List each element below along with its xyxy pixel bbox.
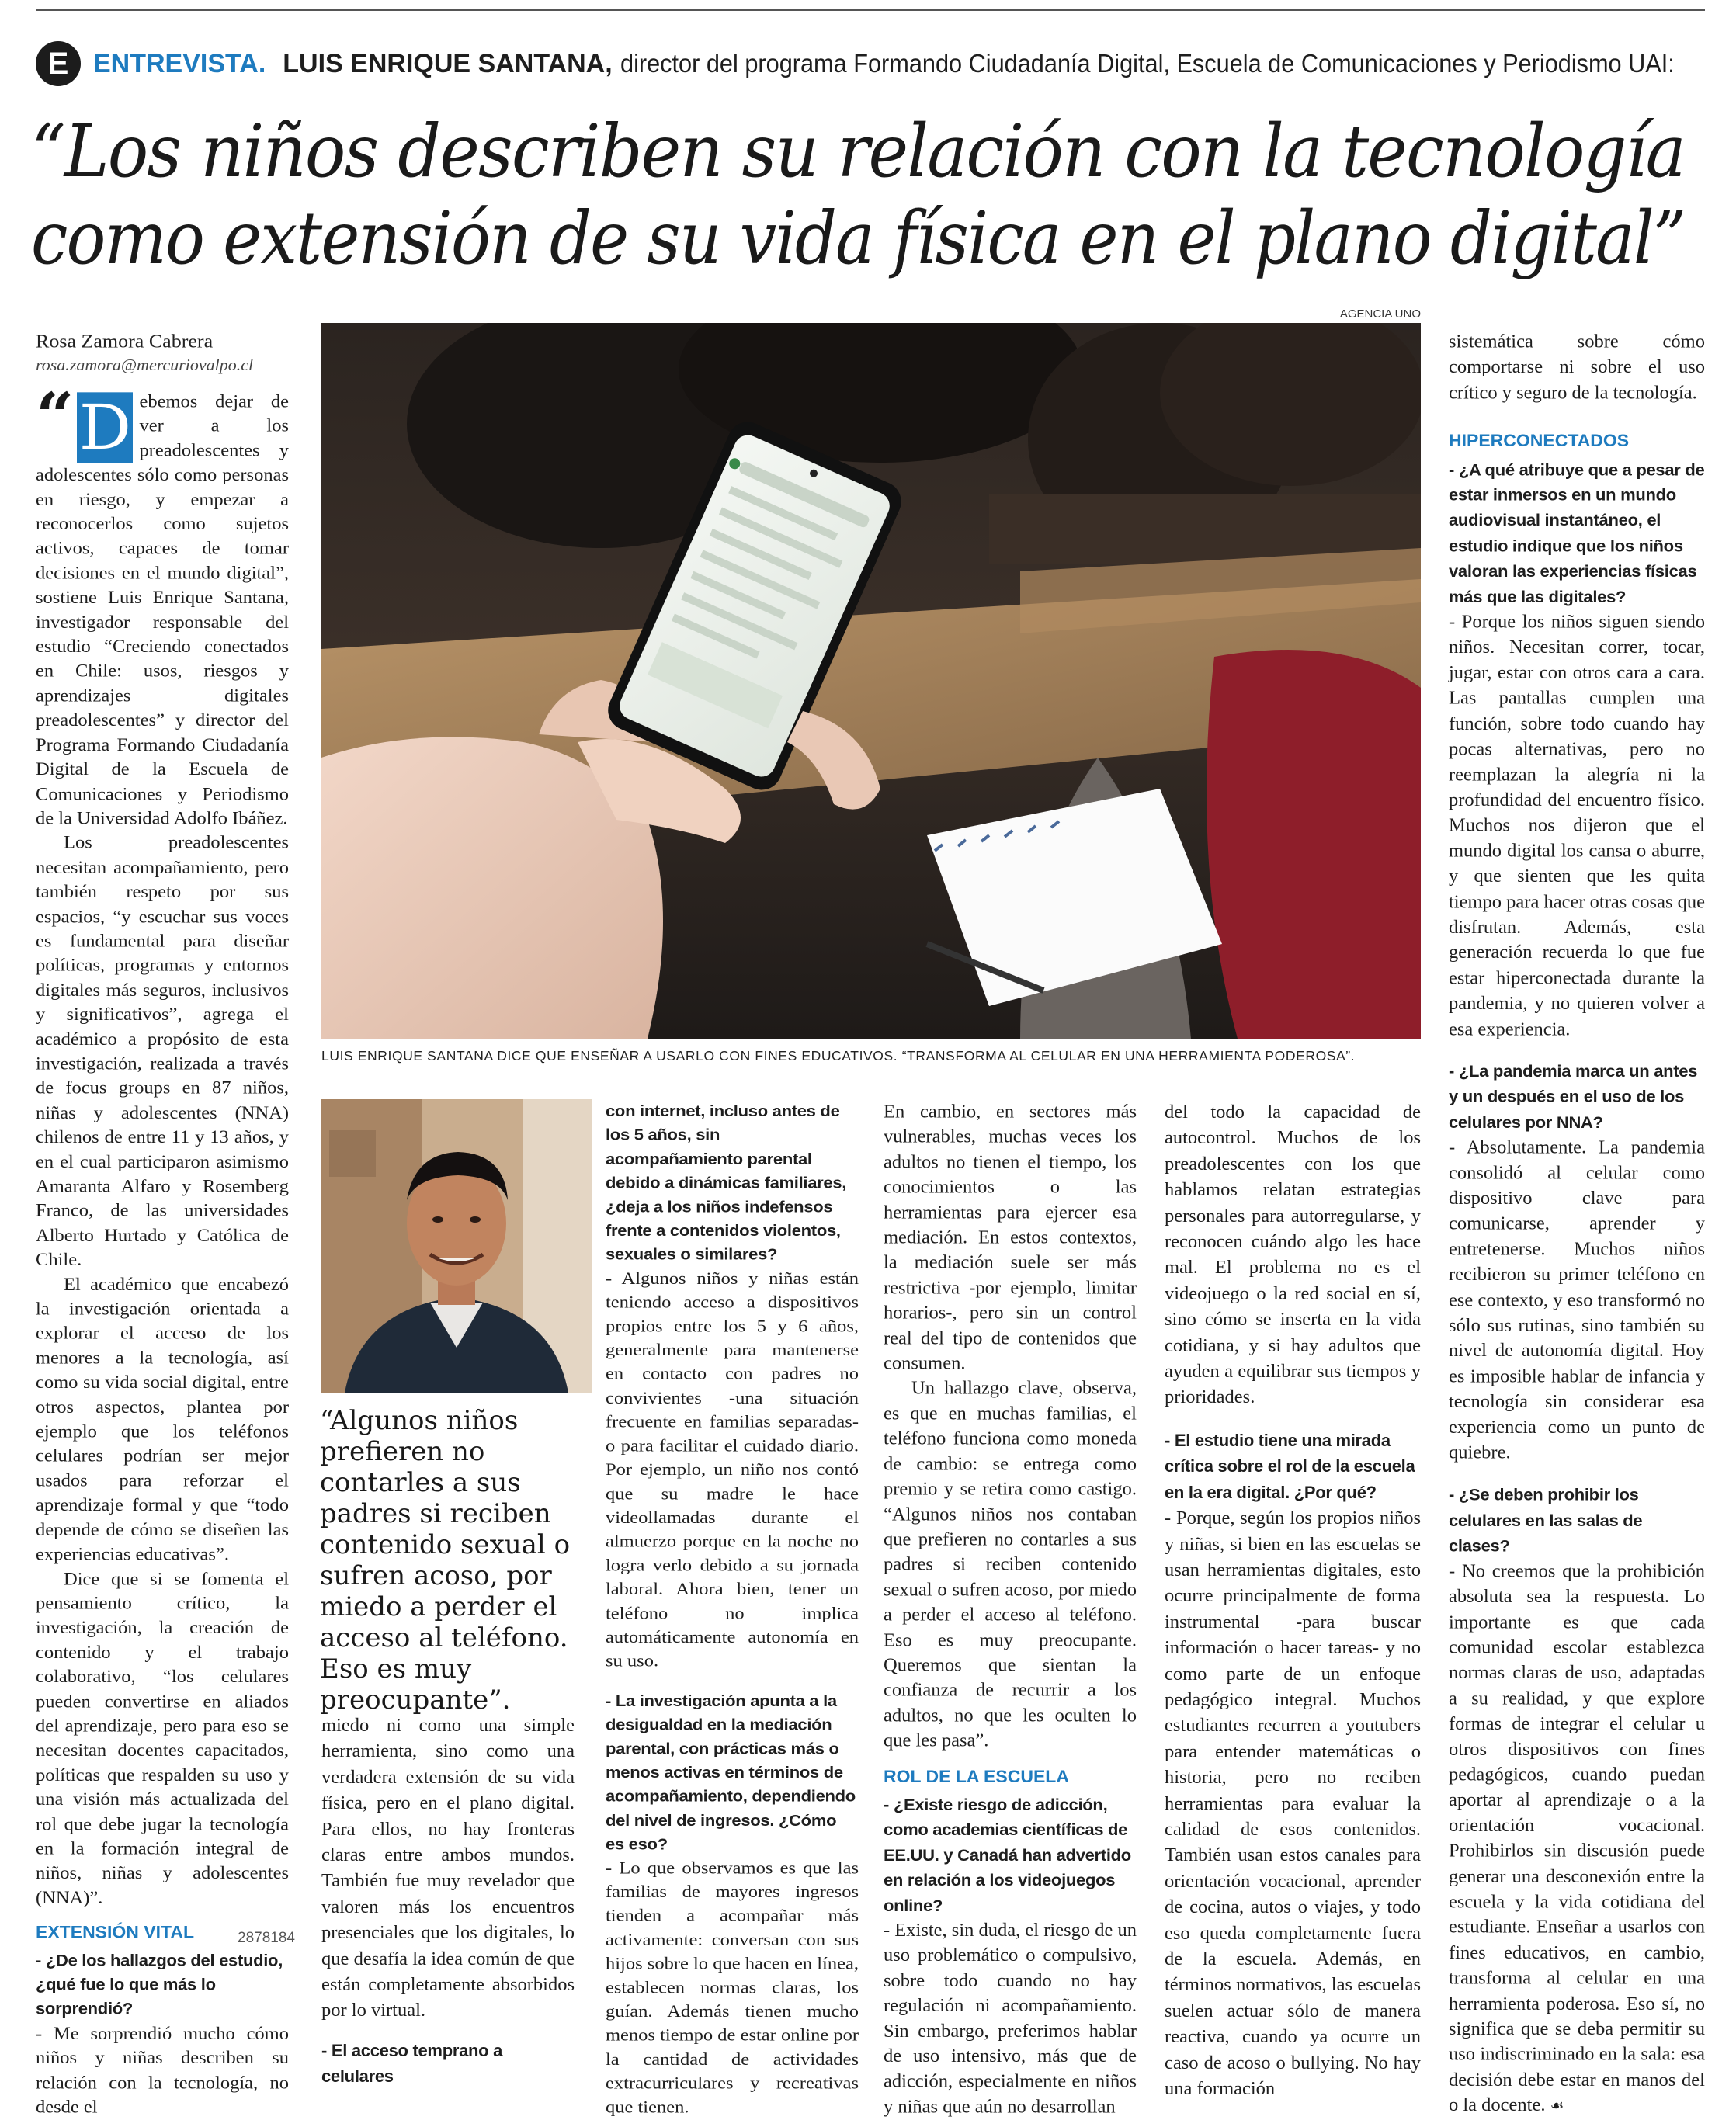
- column-3: [606, 1099, 859, 2119]
- question: - ¿Se deben prohibir los celulares en las salas de clases?: [1449, 1485, 1643, 1556]
- headline-line-1: “Los niños describen su relación con la tecnología: [31, 109, 1685, 194]
- question: con internet, incluso antes de los 5 años, sin acompañamiento parental debido a dinámicas familiares, ¿deja a los niños indefensos frente a contenidos violentos, sexuales o similares?: [606, 1102, 847, 1264]
- question: - La investigación apunta a la desigualdad en la mediación parental, con prácticas más o menos activas en términos de acompañamiento, dependiendo del nivel de ingresos. ¿Cómo es eso?: [606, 1692, 856, 1854]
- question: - El acceso temprano a celulares: [321, 2040, 503, 2087]
- headline: [31, 109, 1716, 283]
- lead-text: ebemos dejar de ver a los preadolescentes y adolescentes sólo como personas en riesgo, y empezar a reconocerlos como sujetos activos, capaces de tomar decisiones en el mundo digital”, sostiene Luis Enrique Santana, investigador responsable del estudio “Creciendo conectados en Chile: usos, riesgos y aprendizajes digitales preadolescentes” y director del Programa Formando Ciudadanía Digital de la Escuela de Comunicaciones y Periodismo de la Universidad Adolfo Ibáñez.: [36, 391, 289, 829]
- answer: - Absolutamente. La pandemia consolidó al celular como dispositivo clave para comunicarse, aprender y entretenerse. Muchos niños recibieron su primer teléfono en ese contexto, y eso transformó no sólo sus rutinas, sino también su nivel de autonomía digital. Hoy es imposible hablar de infancia y tecnología sin considerar esa experiencia como un punto de quiebre.: [1449, 1136, 1705, 1463]
- paragraph: El académico que encabezó la investigación orientada a explorar el acceso de los menores a la tecnología, así como su vida social digital, entre otros aspectos, plantea por ejemplo que los teléfonos celulares podrían ser mejor usados para reforzar el aprendizaje formal y que “todo depende de cómo se diseñen las experiencias educativas”.: [36, 1274, 289, 1565]
- interviewee-portrait: [321, 1099, 592, 1393]
- paragraph: Los preadolescentes necesitan acompañamiento, pero también respeto por sus espacios, “y escuchar sus voces es fundamental para diseñar políticas, programas y entornos digitales más seguros, inclusivos y significativos”, agrega el académico a propósito de esta investigación, realizada a través de focus groups en 87 niños, niñas y adolescentes (NNA) chilenos de entre 11 y 13 años, y en el cual participaron asimismo Amaranta Alfaro y Rosemberg Franco, de las universidades Alberto Hurtado y Católica de Chile.: [36, 833, 289, 1270]
- section-label: ENTREVISTA.: [93, 48, 266, 78]
- question: - ¿Existe riesgo de adicción, como academias científicas de EE.UU. y Canadá han advertido en relación a los videojuegos online?: [884, 1795, 1131, 1915]
- answer-text: - No creemos que la prohibición absoluta sea la respuesta. Lo importante es que cada comunidad escolar establezca normas claras de uso, adaptadas a su realidad, y que explore formas de integrar el celular u otros dispositivos con fines pedagógicos, cuando puedan aportar al aprendizaje o a la orientación vocacional. Prohibirlos sin discusión puede generar una desconexión entre la escuela y la vida cotidiana del estudiante. Enseñar a usarlos con fines educativos, en cambio, transforma al celular en una herramienta poderosa. Eso sí, no significa que se deba permitir su uso indiscriminado en la sala: esa decisión debe estar en manos del o la docente.: [1449, 1560, 1705, 2116]
- answer: - Porque, según los propios niños y niñas, si bien en las escuelas se usan herramientas digitales, esto ocurre principalmente de forma instrumental -para buscar información o hacer tareas- y no como parte de un enfoque pedagógico integral. Muchos estudiantes recurren a youtubers para entender matemáticas o historia, pero no reciben herramientas para evaluar la calidad de esos contenidos. También usan estos canales para orientación vocacional, aprender de cocina, autos o viajes, y todo eso queda completamente fuera de la escuela. Además, en términos normativos, las escuelas suelen actuar sólo de manera reactiva, cuando ya ocurre un caso de acoso o bullying. No hay una formación: [1165, 1508, 1421, 2100]
- column-6: [1449, 329, 1705, 2119]
- paragraph: Un hallazgo clave, observa, es que en muchas familias, el teléfono funciona como moneda de cambio: se entrega como premio y se retira como castigo. “Algunos niños nos contaban que prefieren no contarles a sus padres si reciben contenido sexual o sufren acoso, por miedo a perder el acceso al teléfono. Eso es muy preocupante. Queremos que sientan la confianza de recurrir a los adultos, no que les oculten lo que les pasa”.: [884, 1378, 1137, 1751]
- answer: - Existe, sin duda, el riesgo de un uso problemático o compulsivo, sobre todo cuando no hay regulación ni acompañamiento. Sin embargo, preferimos hablar de uso intensivo, más que de adicción, especialmente en niños y niñas que aún no desarrollan: [884, 1920, 1137, 2117]
- question: - ¿De los hallazgos del estudio, ¿qué fue lo que más lo sorprendió?: [36, 1951, 283, 2018]
- lead-paragraph: [36, 379, 289, 831]
- column-4: [884, 1099, 1137, 2119]
- headline-line-2: como extensión de su vida física en el plano digital”: [31, 196, 1686, 281]
- photo-credit: AGENCIA UNO: [1339, 307, 1421, 321]
- phone-in-classroom-illustration: [321, 323, 1421, 1039]
- drop-cap: D: [77, 392, 133, 463]
- photo-caption: LUIS ENRIQUE SANTANA DICE QUE ENSEÑAR A USARLO CON FINES EDUCATIVOS. “TRANSFORMA AL CELULAR EN UNA HERRAMIENTA PODEROSA”.: [321, 1048, 1356, 1064]
- column-2: [321, 1712, 575, 2090]
- answer: - Algunos niños y niñas están teniendo acceso a dispositivos propios entre los 5 y 6 años, generalmente para mantenerse en contacto con padres no convivientes -una situación frecuente en familias separadas- o para facilitar el cuidado diario. Por ejemplo, un niño nos contó que su madre le hace videollamadas durante el almuerzo porque en la noche no logra verlo debido a su jornada laboral. Ahora bien, tener un teléfono no implica automáticamente autonomía en su uso.: [606, 1268, 859, 1671]
- paragraph: En cambio, en sectores más vulnerables, muchas veces los adultos no tienen el tiempo, los conocimientos o las herramientas para ejercer esa mediación. En estos contextos, la mediación suele ser más restrictiva -por ejemplo, limitar horarios-, pero sin un control real del tipo de contenidos que consumen.: [884, 1101, 1137, 1374]
- section-heading: ROL DE LA ESCUELA: [884, 1766, 1069, 1786]
- paragraph: sistemática sobre cómo comportarse ni sobre el uso crítico y seguro de la tecnología.: [1449, 331, 1705, 403]
- author-name: Rosa Zamora Cabrera: [36, 330, 214, 352]
- answer: [1449, 1559, 1705, 2119]
- author-email: rosa.zamora@mercuriovalpo.cl: [36, 356, 254, 374]
- kicker: [36, 40, 1736, 87]
- section-heading: HIPERCONECTADOS: [1449, 430, 1630, 451]
- interviewee-description: director del programa Formando Ciudadanía Digital, Escuela de Comunicaciones y Periodismo UAI:: [620, 49, 1675, 78]
- interviewee-name: LUIS ENRIQUE SANTANA,: [283, 48, 613, 78]
- answer: - Porque los niños siguen siendo niños. Necesitan correr, tocar, jugar, estar con otros cara a cara. Las pantallas cumplen una función, sobre todo cuando hay pocas alternativas, pero no reemplazan la alegría ni la profundidad del encuentro físico. Muchos nos dijeron que el mundo digital los cansa o aburre, y que sienten que les quita tiempo para hacer otras cosas que disfrutan. Además, esta generación recuerda lo que fue estar hiperconectada durante la pandemia, y no quieren volver a esa experiencia.: [1449, 611, 1705, 1039]
- opening-quote-mark: “: [36, 379, 75, 453]
- paragraph: del todo la capacidad de autocontrol. Muchos de los preadolescentes con los que hablamos relatan estrategias personales para autorregularse, y reconocen cuándo algo les hace mal. El problema no es el videojuego o la red social en sí, sino cómo se inserta en la vida cotidiana, y si hay adultos que ayuden a equilibrar sus tiempos y prioridades.: [1165, 1102, 1421, 1408]
- main-photo: [321, 323, 1421, 1039]
- end-mark-icon: ☙: [1550, 2096, 1564, 2115]
- top-rule: [36, 9, 1705, 11]
- section-badge: E: [36, 41, 81, 86]
- paragraph: miedo ni como una simple herramienta, sino como una verdadera extensión de su vida física, pero en el plano digital. Para ellos, no hay fronteras claras entre ambos mundos. También fue muy revelador que valoren más los encuentros presenciales que los digitales, lo que desafía la idea común de que están completamente absorbidos por lo virtual.: [321, 1715, 575, 2021]
- paragraph: Dice que si se fomenta el pensamiento crítico, la investigación, la creación de contenido y el trabajo colaborativo, “los celulares pueden convertirse en aliados del aprendizaje, pero para eso se necesitan docentes capacitados, políticas que respalden su uso y una visión más actualizada del rol que debe jugar la tecnología en la formación integral de niños, niñas y adolescentes (NNA)”.: [36, 1569, 289, 1908]
- column-5: [1165, 1099, 1421, 2101]
- column-1: [36, 329, 289, 2119]
- answer: - Lo que observamos es que las familias de mayores ingresos tienden a acompañar más activamente: conversan con sus hijos sobre lo que hacen en línea, establecen normas claras, los guían. Además tienen mucho menos tiempo de estar online por la cantidad de actividades extracurriculares y recreativas que tienen.: [606, 1858, 859, 2117]
- portrait-illustration: [321, 1099, 592, 1393]
- question: - ¿La pandemia marca un antes y un después en el uso de los celulares por NNA?: [1449, 1061, 1698, 1132]
- question: - El estudio tiene una mirada crítica sobre el rol de la escuela en la era digital. ¿Por qué?: [1165, 1430, 1415, 1502]
- section-heading: EXTENSIÓN VITAL: [36, 1922, 195, 1942]
- archive-code: 2878184: [238, 1930, 295, 1946]
- question: - ¿A qué atribuye que a pesar de estar inmersos en un mundo audiovisual instantáneo, el estudio indique que los niños valoran las experiencias físicas más que las digitales?: [1449, 460, 1705, 606]
- pull-quote: “Algunos niños prefieren no contarles a sus padres si reciben contenido sexual o sufren acoso, por miedo a perder el acceso al teléfono. Eso es muy preocupante”.: [320, 1405, 571, 1716]
- answer: - Me sorprendió mucho cómo niños y niñas describen su relación con la tecnología, no desde el: [36, 2023, 289, 2118]
